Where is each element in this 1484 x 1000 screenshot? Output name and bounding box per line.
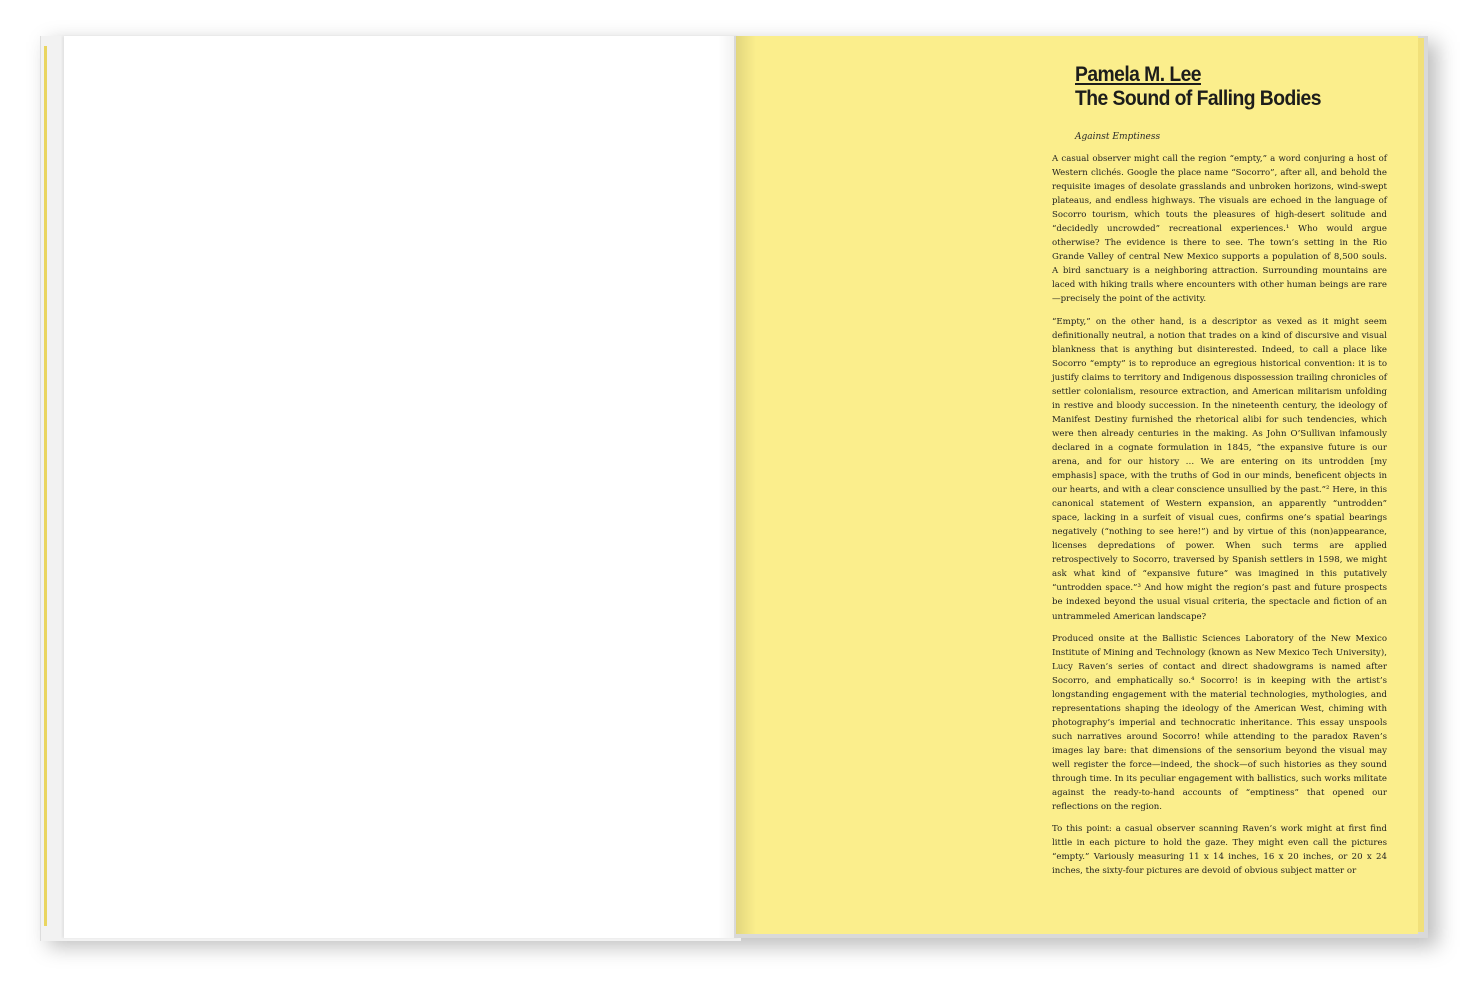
essay-body — [1052, 152, 1387, 886]
right-page-yellow — [736, 36, 1418, 934]
author-name: Pamela M. Lee — [1075, 63, 1201, 86]
page-edge-yellow — [44, 46, 47, 926]
paragraph-1: A casual observer might call the region “empty,” a word conjuring a host of Western clichés. Google the place name “Socorro”, after all, and behold the requisite images of desolate grasslands and unbroken horizons, wind-swept plateaus, and endless highways. The visuals are echoed in the language of Socorro tourism, which touts the pleasures of high-desert solitude and “decidedly uncrowded” recreational experiences.¹ Who would argue otherwise? The evidence is there to see. The town’s setting in the Rio Grande Valley of central New Mexico supports a population of 8,500 souls. A bird sanctuary is a neighboring attraction. Surrounding mountains are laced with hiking trails where encounters with other human beings are rare—precisely the point of the activity. — [1052, 154, 1387, 305]
paragraph-2: “Empty,” on the other hand, is a descriptor as vexed as it might seem definitionally neutral, a notion that trades on a kind of discursive and visual blankness that is anything but disinterested. Indeed, to call a place like Socorro “empty” is to reproduce an egregious historical convention: it is to justify claims to territory and Indigenous dispossession trailing chronicles of settler colonialism, resource extraction, and American militarism unfolding in restive and bloody succession. In the nineteenth century, the ideology of Manifest Destiny furnished the rhetorical alibi for such tendencies, which were then already centuries in the making. As John O’Sullivan infamously declared in a cognate formulation in 1845, “the expansive future is our arena, and for our history … We are entering on its untrodden [my emphasis] space, with the truths of God in our minds, beneficent objects in our hearts, and with a clear conscience unsullied by the past.”² Here, in this canonical statement of Western expansion, an apparently “untrodden” space, lacking in a surfeit of visual cues, confirms one’s spatial bearings negatively (“nothing to see here!”) and by virtue of this (non)appearance, licenses depredations of power. When such terms are applied retrospectively to Socorro, traversed by Spanish settlers in 1598, we might ask what kind of “expansive future” was imagined in this putatively “untrodden space.”³ And how might the region’s past and future prospects be indexed beyond the usual visual criteria, the spectacle and fiction of an untrammeled American landscape? — [1052, 316, 1387, 622]
essay-title: The Sound of Falling Bodies — [1075, 87, 1321, 110]
paragraph-4: To this point: a casual observer scanning Raven’s work might at first find little in each picture to hold the gaze. They might even call the pictures “empty.” Variously measuring 11 x 14 inches, 16 x 20 inches, or 20 x 24 inches, the sixty-four pictures are devoid of obvious subject matter or — [1052, 824, 1387, 877]
essay-heading — [1075, 63, 1369, 111]
right-page-edge — [1418, 38, 1424, 932]
section-heading: Against Emptiness — [1075, 132, 1161, 142]
left-page-blank — [64, 36, 740, 938]
paragraph-3: Produced onsite at the Ballistic Sciences Laboratory of the New Mexico Institute of Mining and Technology (known as New Mexico Tech University), Lucy Raven’s series of contact and direct shadowgrams is named after Socorro, and emphatically so.⁴ Socorro! is in keeping with the artist’s longstanding engagement with the material technologies, mythologies, and representations shaping the ideology of the American West, chiming with photography’s imperial and technocratic inheritance. This essay unspools such narratives around Socorro! while attending to the paradox Raven’s images lay bare: that dimensions of the sensorium beyond the visual may well register the force—indeed, the shock—of such histories as they sound through time. In its peculiar engagement with ballistics, such works militate against the ready-to-hand accounts of “emptiness” that opened our reflections on the region. — [1052, 633, 1387, 813]
right-gutter-shadow — [736, 36, 756, 934]
